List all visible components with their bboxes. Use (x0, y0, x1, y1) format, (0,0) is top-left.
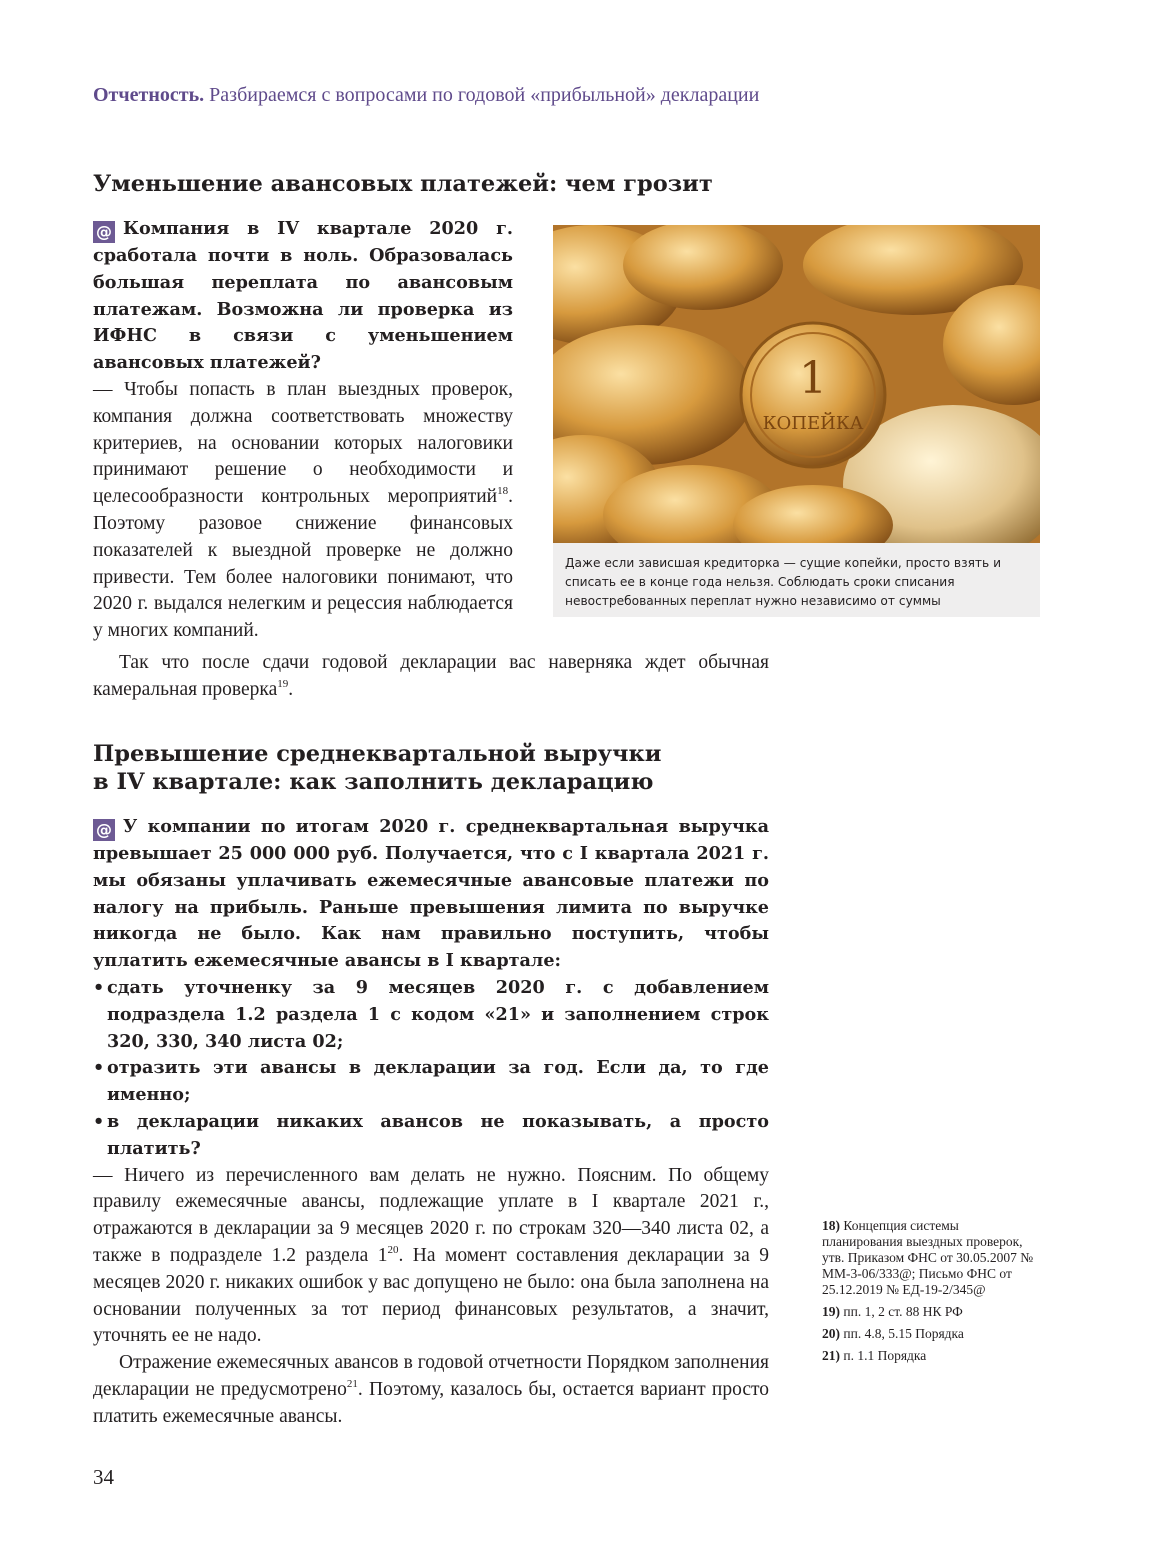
section1-answer-text-cont: . Поэтому разовое снижение финансовых показателей к выездной проверке не должно привести. Тем более налоговики понимают, что 2020 г. выдался нелегким и рецессия наблюдается у многих компаний. (93, 486, 513, 642)
section1-para2 (93, 650, 769, 704)
running-head (93, 84, 759, 107)
footnote-number: 18) (822, 1218, 840, 1233)
section1-question-text: Компания в IV квартале 2020 г. сработала почти в ноль. Образовалась большая переплата по авансовым платежам. Возможна ли проверка из ИФНС в связи с уменьшением авансовых платежей? (93, 218, 513, 374)
footnote-text: пп. 1, 2 ст. 88 НК РФ (843, 1304, 963, 1319)
footnote-text: Концепция системы планирования выездных проверок, утв. Приказом ФНС от 30.05.2007 № ММ-3-06/333@; Письмо ФНС от 25.12.2019 № ЕД-19-2/345@ (822, 1218, 1034, 1297)
at-icon: @ (93, 819, 115, 841)
coins-illustration (553, 225, 1040, 543)
footnote-ref-21: 21 (346, 1377, 358, 1390)
section2-para2-end: . Поэтому, казалось бы, остается вариант просто платить ежемесячные авансы. (93, 1378, 769, 1427)
footnote-number: 21) (822, 1348, 840, 1363)
running-head-title: Разбираемся с вопросами по годовой «прибыльной» декларации (209, 84, 760, 106)
footnote-text: п. 1.1 Порядка (843, 1348, 927, 1363)
section2-body (93, 814, 769, 1431)
section1-heading: Уменьшение авансовых платежей: чем грозит (93, 171, 713, 197)
photo-figure (553, 225, 1040, 617)
section2-answer (93, 1163, 769, 1351)
footnote-18 (822, 1218, 1042, 1298)
section1-question (93, 216, 513, 377)
section1-para2-text: Так что после сдачи годовой декларации вас наверняка ждет обычная камеральная проверка (93, 652, 769, 700)
footnote-number: 20) (822, 1326, 840, 1341)
footnote-19 (822, 1304, 1042, 1320)
section2-heading (93, 740, 661, 796)
list-item: • в декларации никаких авансов не показывать, а просто платить? (93, 1109, 769, 1163)
section2-question (93, 814, 769, 975)
footnote-number: 19) (822, 1304, 840, 1319)
section2-heading-line2: в IV квартале: как заполнить декларацию (93, 769, 654, 795)
section1-body (93, 216, 513, 645)
list-item: • отразить эти авансы в декларации за год. Если да, то где именно; (93, 1055, 769, 1109)
section2-options (93, 975, 769, 1163)
section1-answer (93, 377, 513, 645)
coins-photo (553, 225, 1040, 543)
list-item: • сдать уточненку за 9 месяцев 2020 г. с добавлением подраздела 1.2 раздела 1 с кодом «21» и заполнением строк 320, 330, 340 листа 02; (93, 975, 769, 1055)
footnote-20 (822, 1326, 1042, 1342)
section2-answer-text: — Ничего из перечисленного вам делать не нужно. Поясним. По общему правилу ежемесячные авансы, подлежащие уплате в I квартале 2021 г., отражаются в декларации за 9 месяцев 2020 г. по строкам 320—340 листа 02, а также в подразделе 1.2 раздела 1 (93, 1164, 769, 1266)
footnote-ref-18: 18 (497, 485, 509, 498)
footnote-text: пп. 4.8, 5.15 Порядка (843, 1326, 964, 1341)
section1-answer-text: — Чтобы попасть в план выездных проверок, компания должна соответствовать множеству критериев, на основании которых налоговики принимают решение о необходимости и целесообразности контрольных мероприятий (93, 378, 513, 508)
photo-caption: Даже если зависшая кредиторка — сущие копейки, просто взять и списать ее в конце года нельзя. Соблюдать сроки списания невостребованных переплат нужно независимо от суммы (565, 556, 1001, 608)
page-number: 34 (93, 1465, 114, 1489)
section1-para2-end: . (288, 678, 294, 700)
footnote-ref-20: 20 (387, 1243, 399, 1256)
at-icon: @ (93, 221, 115, 243)
coin-text: 1 КОПЕЙКА (762, 353, 864, 434)
section2-heading-line1: Превышение среднеквартальной выручки (93, 741, 662, 767)
running-head-section: Отчетность. (93, 84, 205, 106)
section2-answer-text-cont: . На момент составления декларации за 9 месяцев 2020 г. никаких ошибок у вас допущено не было: она была заполнена на основании полученных за тот период финансовых результатов, а значит, уточнять ее не надо. (93, 1244, 769, 1347)
section2-para2 (93, 1350, 769, 1430)
section2-question-text: У компании по итогам 2020 г. среднеквартальная выручка превышает 25 000 000 руб. Получается, что с I квартала 2021 г. мы обязаны уплачивать ежемесячные авансовые платежи по налогу на прибыль. Раньше превышения лимита по выручке никогда не было. Как нам правильно поступить, чтобы уплатить ежемесячные авансы в I квартале: (93, 816, 769, 972)
footnote-ref-19: 19 (277, 677, 289, 690)
section2-para2-text: Отражение ежемесячных авансов в годовой отчетности Порядком заполнения декларации не предусмотрено (93, 1352, 769, 1400)
footnotes (822, 1218, 1042, 1364)
footnote-21 (822, 1348, 1042, 1364)
